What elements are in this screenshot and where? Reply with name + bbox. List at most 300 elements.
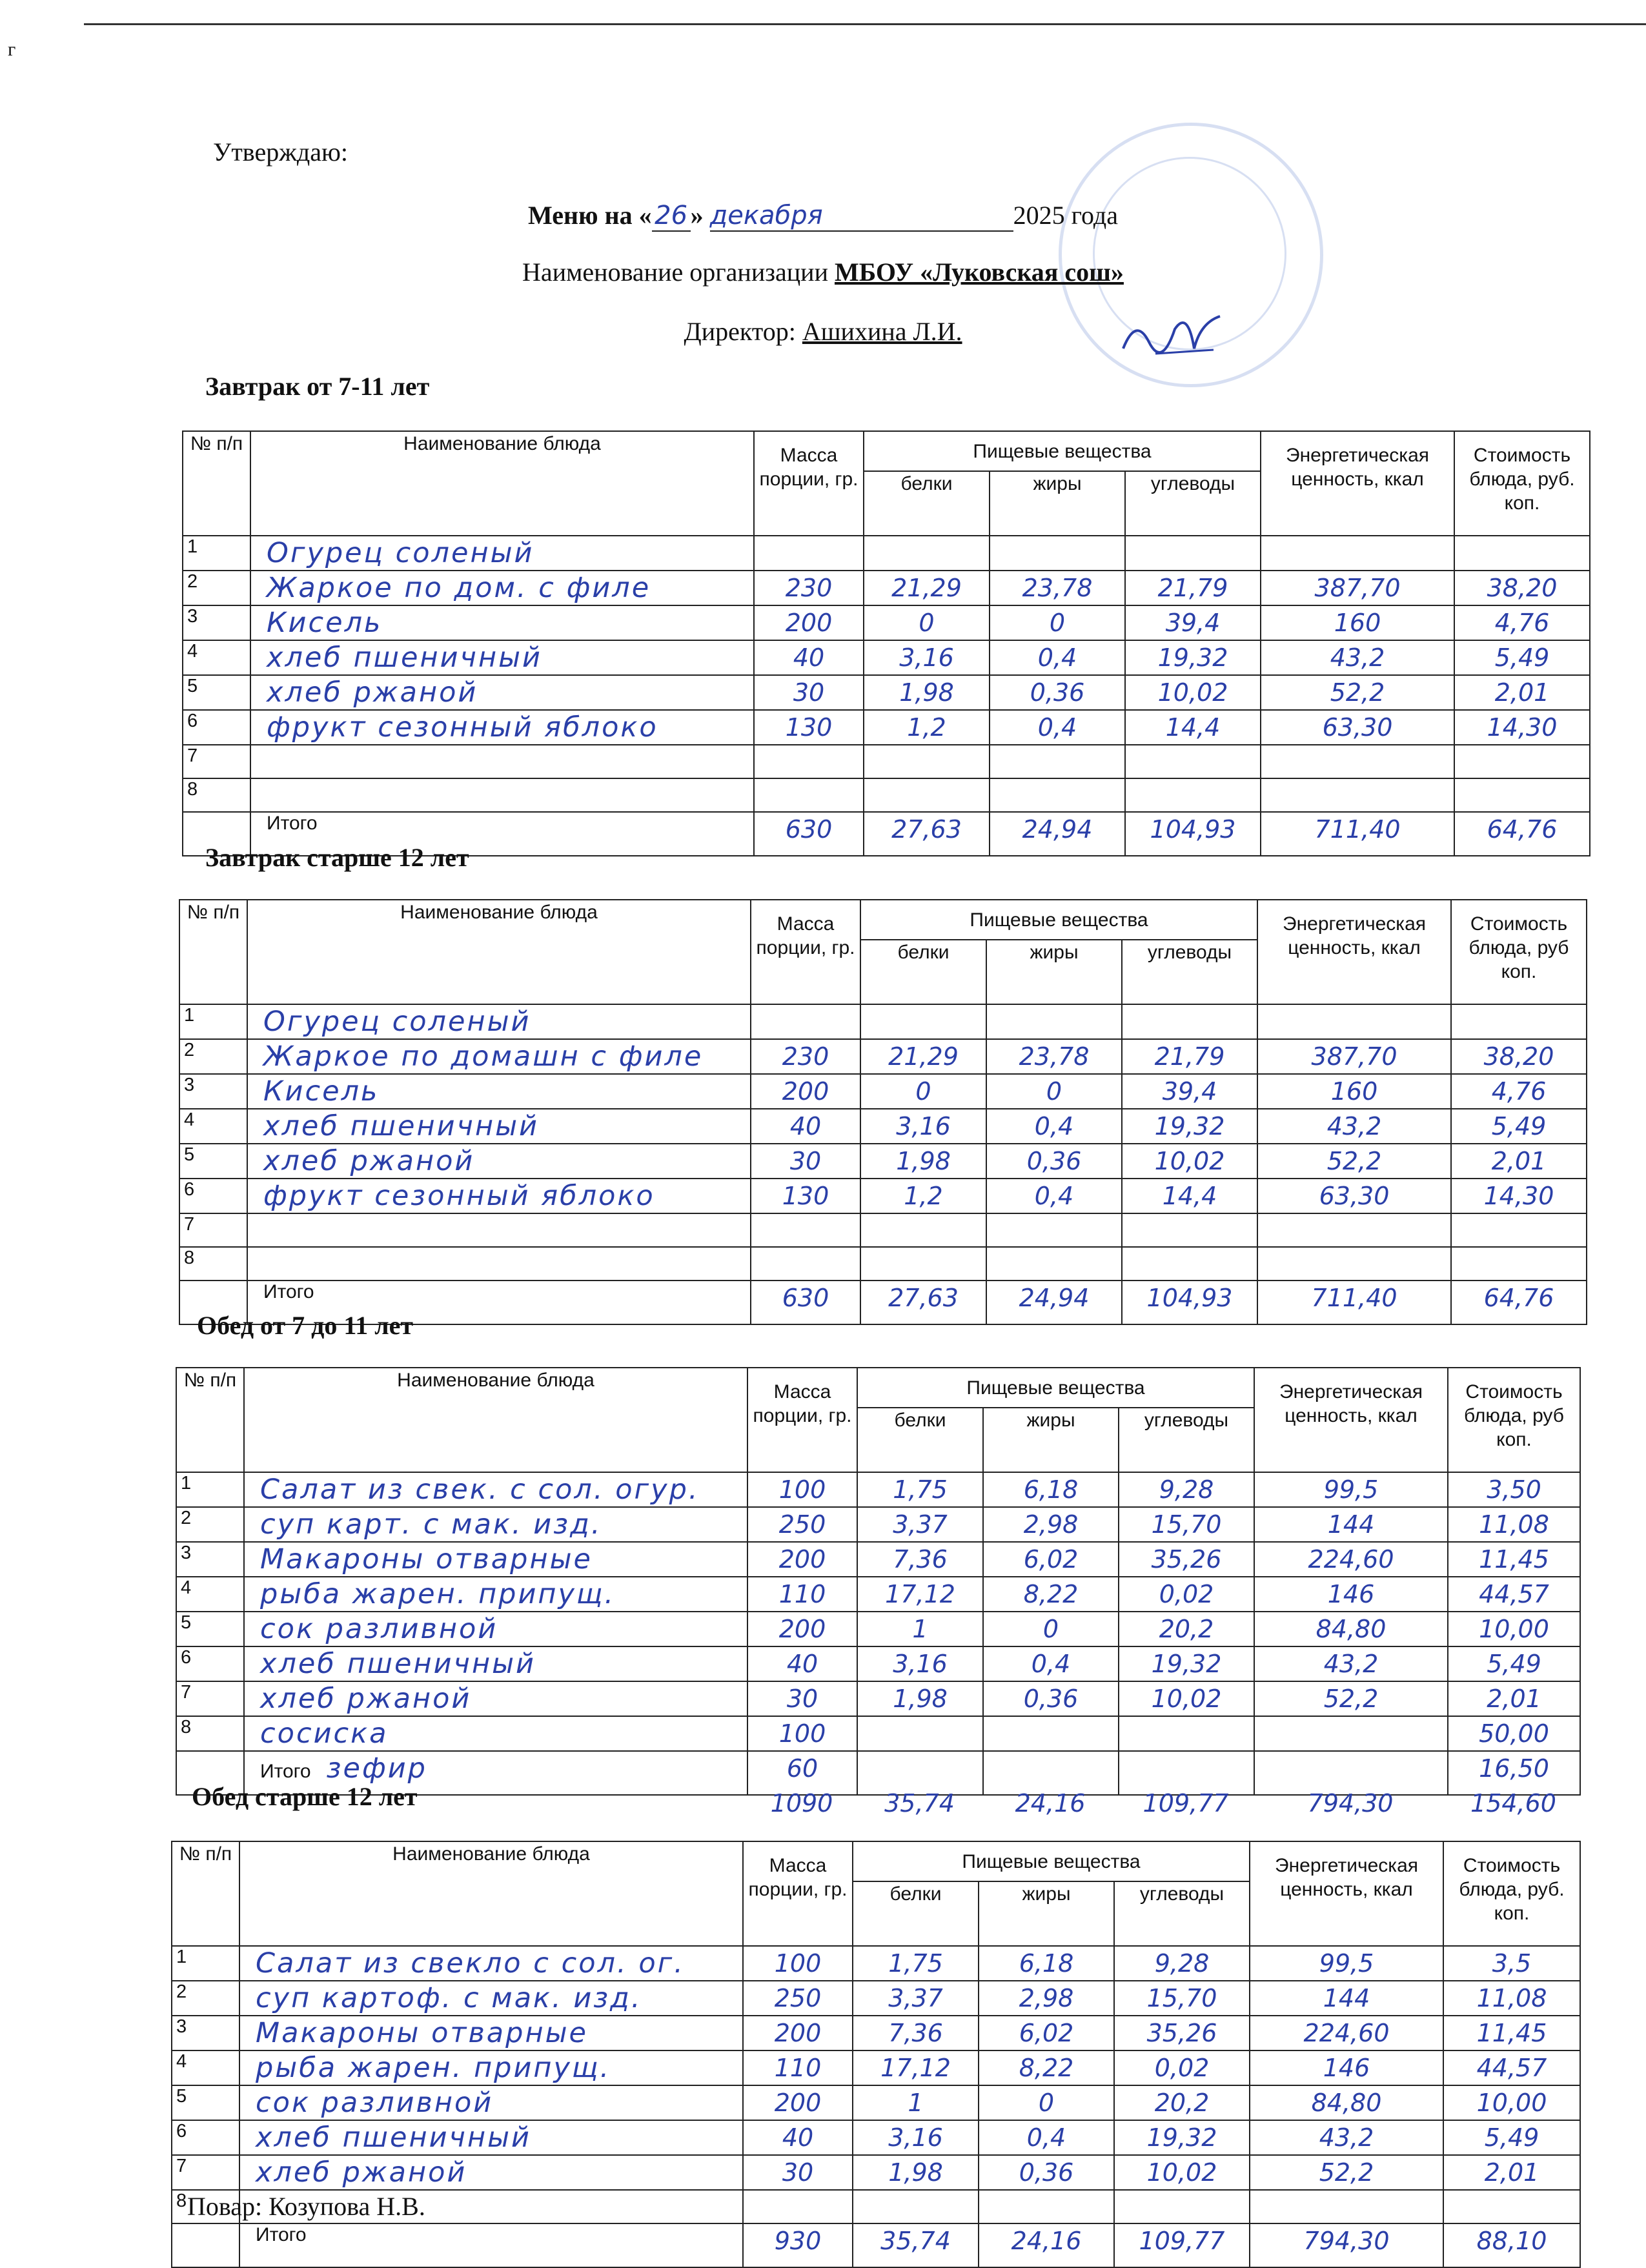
grand-total-protein: 35,74 — [884, 1789, 955, 1817]
carbs-value: 19,32 — [1122, 1109, 1257, 1144]
cost-value: 2,01 — [1443, 2155, 1580, 2190]
portion-mass: 250 — [743, 1981, 853, 2016]
protein-value: 1,98 — [857, 1681, 983, 1716]
header-nutrients: Пищевые вещества — [853, 1841, 1250, 1881]
protein-value: 1,75 — [857, 1472, 983, 1507]
cost-value — [1454, 745, 1590, 778]
dish-name: Огурец соленый — [247, 1004, 751, 1039]
energy-value — [1257, 1247, 1451, 1281]
portion-mass — [743, 2190, 853, 2223]
protein-value — [860, 1004, 986, 1039]
carbs-value: 15,70 — [1119, 1507, 1254, 1542]
dish-name: хлеб пшеничный — [247, 1109, 751, 1144]
row-number: 5 — [176, 1612, 244, 1646]
carbs-value: 19,32 — [1119, 1646, 1254, 1681]
carbs-value: 10,02 — [1122, 1144, 1257, 1179]
carbs-value — [1125, 536, 1261, 571]
grand-total-fat: 24,16 — [1015, 1789, 1086, 1817]
fat-value: 0,36 — [979, 2155, 1114, 2190]
protein-value: 3,16 — [860, 1109, 986, 1144]
dish-name — [247, 1247, 751, 1281]
carbs-value: 10,02 — [1125, 675, 1261, 710]
table-header-row — [172, 1841, 1580, 1881]
fat-value — [990, 536, 1125, 571]
fat-value: 8,22 — [983, 1577, 1119, 1612]
header-mass: Масса порции, гр. — [747, 1368, 857, 1472]
header-num: № п/п — [179, 900, 247, 1004]
menu-day: 26 — [652, 201, 691, 232]
header-num: № п/п — [176, 1368, 244, 1472]
director-label: Директор: — [684, 317, 796, 346]
energy-value — [1257, 1213, 1451, 1247]
header-mass: Масса порции, гр. — [754, 431, 864, 536]
cost-value: 11,45 — [1443, 2016, 1580, 2050]
protein-value: 17,12 — [853, 2050, 979, 2085]
fat-value: 0,4 — [986, 1109, 1122, 1144]
energy-value: 387,70 — [1257, 1039, 1451, 1074]
carbs-value: 21,79 — [1125, 571, 1261, 605]
portion-mass: 200 — [751, 1074, 860, 1109]
total-mass: 630 — [754, 812, 864, 856]
dish-name: Жаркое по дом. с филе — [250, 571, 754, 605]
portion-mass: 40 — [747, 1646, 857, 1681]
total-energy: 711,40 — [1257, 1281, 1451, 1324]
table-row — [176, 1612, 1580, 1646]
header-protein: белки — [853, 1881, 979, 1946]
carbs-value: 9,28 — [1119, 1472, 1254, 1507]
energy-value — [1254, 1716, 1448, 1751]
row-number: 3 — [172, 2016, 239, 2050]
protein-value: 1 — [857, 1612, 983, 1646]
menu-table — [179, 899, 1587, 1325]
row-number: 6 — [172, 2120, 239, 2155]
table-row — [179, 1004, 1587, 1039]
row-number: 2 — [179, 1039, 247, 1074]
table-row — [176, 1646, 1580, 1681]
protein-value — [857, 1716, 983, 1751]
total-label: Итого — [263, 1281, 314, 1302]
total-mass: 930 — [743, 2223, 853, 2267]
carbs-value: 10,02 — [1114, 2155, 1250, 2190]
fat-value: 0,4 — [979, 2120, 1114, 2155]
total-cost: 16,50 — [1448, 1751, 1580, 1795]
portion-mass: 200 — [754, 605, 864, 640]
energy-value: 52,2 — [1261, 675, 1454, 710]
table-row — [172, 2050, 1580, 2085]
fat-value: 0,36 — [986, 1144, 1122, 1179]
energy-value: 144 — [1254, 1507, 1448, 1542]
cost-value: 11,08 — [1448, 1507, 1580, 1542]
protein-value: 1 — [853, 2085, 979, 2120]
cost-value: 4,76 — [1451, 1074, 1587, 1109]
protein-value — [864, 745, 990, 778]
cost-value — [1454, 536, 1590, 571]
portion-mass — [751, 1247, 860, 1281]
row-number: 8 — [183, 778, 250, 812]
portion-mass — [754, 778, 864, 812]
dish-name: суп карт. с мак. изд. — [244, 1507, 747, 1542]
protein-value: 1,75 — [853, 1946, 979, 1981]
protein-value: 21,29 — [864, 571, 990, 605]
menu-mid: » — [690, 201, 710, 230]
table-row — [172, 1946, 1580, 1981]
fat-value — [979, 2190, 1114, 2223]
table-row — [176, 1472, 1580, 1507]
dish-name: рыба жарен. припущ. — [244, 1577, 747, 1612]
header-energy: Энергетическая ценность, ккал — [1257, 900, 1451, 1004]
row-number: 7 — [176, 1681, 244, 1716]
total-spacer — [172, 2223, 239, 2267]
carbs-value: 19,32 — [1125, 640, 1261, 675]
portion-mass: 130 — [751, 1179, 860, 1213]
table-row — [179, 1074, 1587, 1109]
header-dish: Наименование блюда — [244, 1368, 747, 1472]
fat-value: 0,4 — [986, 1179, 1122, 1213]
cost-value — [1451, 1213, 1587, 1247]
table-row — [176, 1507, 1580, 1542]
row-number: 3 — [183, 605, 250, 640]
cost-value: 5,49 — [1448, 1646, 1580, 1681]
menu-prefix: Меню на « — [527, 201, 652, 230]
menu-table — [182, 430, 1590, 856]
cost-value: 5,49 — [1451, 1109, 1587, 1144]
row-number: 3 — [179, 1074, 247, 1109]
menu-year: 2025 года — [1013, 201, 1118, 230]
header-mass: Масса порции, гр. — [751, 900, 860, 1004]
header-dish: Наименование блюда — [250, 431, 754, 536]
row-number: 1 — [183, 536, 250, 571]
dish-name — [250, 778, 754, 812]
protein-value: 3,16 — [853, 2120, 979, 2155]
cook-line — [187, 2191, 425, 2222]
total-energy: 711,40 — [1261, 812, 1454, 856]
header-fat: жиры — [986, 940, 1122, 1004]
dish-name: Огурец соленый — [250, 536, 754, 571]
table-row — [179, 1247, 1587, 1281]
org-name: МБОУ «Луковская сош» — [835, 258, 1124, 287]
energy-value: 52,2 — [1254, 1681, 1448, 1716]
protein-value — [860, 1247, 986, 1281]
carbs-value: 39,4 — [1125, 605, 1261, 640]
cost-value: 11,08 — [1443, 1981, 1580, 2016]
portion-mass: 30 — [754, 675, 864, 710]
total-cost: 64,76 — [1451, 1281, 1587, 1324]
fat-value — [990, 745, 1125, 778]
header-energy: Энергетическая ценность, ккал — [1254, 1368, 1448, 1472]
energy-value — [1250, 2190, 1443, 2223]
row-number: 1 — [179, 1004, 247, 1039]
cost-value — [1451, 1247, 1587, 1281]
dish-name: Кисель — [250, 605, 754, 640]
protein-value: 21,29 — [860, 1039, 986, 1074]
table-header-row — [183, 431, 1590, 471]
carbs-value: 0,02 — [1119, 1577, 1254, 1612]
cook-label: Повар: — [187, 2192, 263, 2221]
carbs-value: 21,79 — [1122, 1039, 1257, 1074]
fat-value: 0,36 — [990, 675, 1125, 710]
dish-name: хлеб ржаной — [244, 1681, 747, 1716]
total-mass: 60 — [747, 1751, 857, 1795]
protein-value: 1,98 — [860, 1144, 986, 1179]
table-row — [179, 1213, 1587, 1247]
row-number: 7 — [183, 745, 250, 778]
portion-mass: 30 — [751, 1144, 860, 1179]
row-number: 5 — [179, 1144, 247, 1179]
cook-name: Козупова Н.В. — [269, 2192, 425, 2221]
fat-value: 0,4 — [990, 640, 1125, 675]
portion-mass — [754, 745, 864, 778]
dish-name: Кисель — [247, 1074, 751, 1109]
table-row — [176, 1577, 1580, 1612]
dish-name: хлеб пшеничный — [250, 640, 754, 675]
energy-value: 52,2 — [1257, 1144, 1451, 1179]
portion-mass: 100 — [747, 1472, 857, 1507]
header-carbs: углеводы — [1122, 940, 1257, 1004]
table-row — [176, 1681, 1580, 1716]
fat-value: 6,02 — [979, 2016, 1114, 2050]
carbs-value: 10,02 — [1119, 1681, 1254, 1716]
fat-value: 23,78 — [990, 571, 1125, 605]
director-name: Ашихина Л.И. — [802, 317, 962, 346]
total-extra-dish: зефир — [326, 1752, 427, 1785]
portion-mass: 110 — [747, 1577, 857, 1612]
corner-mark: г — [8, 39, 16, 60]
row-number: 8 — [179, 1247, 247, 1281]
fat-value: 6,18 — [979, 1946, 1114, 1981]
organization-line — [0, 257, 1646, 287]
table-header-row — [176, 1368, 1580, 1408]
menu-title — [0, 200, 1646, 232]
fat-value: 0 — [990, 605, 1125, 640]
carbs-value: 9,28 — [1114, 1946, 1250, 1981]
table-row — [183, 640, 1590, 675]
energy-value: 63,30 — [1257, 1179, 1451, 1213]
row-number: 6 — [179, 1179, 247, 1213]
protein-value: 0 — [864, 605, 990, 640]
energy-value: 160 — [1261, 605, 1454, 640]
energy-value: 144 — [1250, 1981, 1443, 2016]
energy-value: 84,80 — [1250, 2085, 1443, 2120]
section-title: Обед от 7 до 11 лет — [197, 1311, 414, 1340]
row-number: 1 — [172, 1946, 239, 1981]
dish-name: суп картоф. с мак. изд. — [239, 1981, 743, 2016]
row-number: 2 — [172, 1981, 239, 2016]
cost-value: 38,20 — [1454, 571, 1590, 605]
header-carbs: углеводы — [1119, 1408, 1254, 1472]
table-row — [183, 605, 1590, 640]
header-num: № п/п — [172, 1841, 239, 1946]
portion-mass: 230 — [751, 1039, 860, 1074]
protein-value: 0 — [860, 1074, 986, 1109]
table-row — [183, 536, 1590, 571]
header-cost: Стоимость блюда, руб коп. — [1451, 900, 1587, 1004]
fat-value: 0,4 — [983, 1646, 1119, 1681]
row-number: 1 — [176, 1472, 244, 1507]
energy-value: 52,2 — [1250, 2155, 1443, 2190]
grand-total-energy: 794,30 — [1307, 1789, 1394, 1817]
row-number: 4 — [176, 1577, 244, 1612]
cost-value: 50,00 — [1448, 1716, 1580, 1751]
portion-mass: 110 — [743, 2050, 853, 2085]
row-number: 8 — [176, 1716, 244, 1751]
header-protein: белки — [860, 940, 986, 1004]
portion-mass: 100 — [747, 1716, 857, 1751]
row-number: 7 — [179, 1213, 247, 1247]
cost-value: 11,45 — [1448, 1542, 1580, 1577]
header-nutrients: Пищевые вещества — [864, 431, 1261, 471]
carbs-value: 0,02 — [1114, 2050, 1250, 2085]
protein-value — [860, 1213, 986, 1247]
total-cost: 64,76 — [1454, 812, 1590, 856]
fat-value: 0 — [983, 1612, 1119, 1646]
header-mass: Масса порции, гр. — [743, 1841, 853, 1946]
fat-value: 2,98 — [983, 1507, 1119, 1542]
cost-value — [1451, 1004, 1587, 1039]
carbs-value: 15,70 — [1114, 1981, 1250, 2016]
carbs-value — [1122, 1213, 1257, 1247]
table-row — [183, 571, 1590, 605]
total-fat: 24,94 — [990, 812, 1125, 856]
row-number: 6 — [176, 1646, 244, 1681]
carbs-value: 14,4 — [1122, 1179, 1257, 1213]
cost-value: 44,57 — [1448, 1577, 1580, 1612]
approve-label: Утверждаю: — [213, 137, 348, 167]
energy-value: 43,2 — [1254, 1646, 1448, 1681]
cost-value: 44,57 — [1443, 2050, 1580, 2085]
row-number: 3 — [176, 1542, 244, 1577]
energy-value: 146 — [1254, 1577, 1448, 1612]
header-energy: Энергетическая ценность, ккал — [1250, 1841, 1443, 1946]
total-carbs: 104,93 — [1125, 812, 1261, 856]
energy-value: 99,5 — [1254, 1472, 1448, 1507]
fat-value — [986, 1004, 1122, 1039]
energy-value: 84,80 — [1254, 1612, 1448, 1646]
row-number: 4 — [172, 2050, 239, 2085]
cost-value: 5,49 — [1443, 2120, 1580, 2155]
protein-value: 3,16 — [864, 640, 990, 675]
section-title: Обед старше 12 лет — [192, 1782, 418, 1811]
table-row — [183, 745, 1590, 778]
protein-value: 1,98 — [853, 2155, 979, 2190]
cost-value: 2,01 — [1451, 1144, 1587, 1179]
fat-value: 6,18 — [983, 1472, 1119, 1507]
table-row — [183, 675, 1590, 710]
cost-value — [1443, 2190, 1580, 2223]
dish-name: Макароны отварные — [244, 1542, 747, 1577]
energy-value: 43,2 — [1257, 1109, 1451, 1144]
dish-name: фрукт сезонный яблоко — [250, 710, 754, 745]
total-carbs: 104,93 — [1122, 1281, 1257, 1324]
portion-mass: 40 — [754, 640, 864, 675]
fat-value: 0 — [979, 2085, 1114, 2120]
dish-name: Салат из свек. с сол. огур. — [244, 1472, 747, 1507]
header-carbs: углеводы — [1114, 1881, 1250, 1946]
portion-mass: 200 — [747, 1612, 857, 1646]
menu-table — [176, 1367, 1581, 1796]
header-dish: Наименование блюда — [247, 900, 751, 1004]
dish-name — [250, 745, 754, 778]
carbs-value — [1122, 1247, 1257, 1281]
dish-name: Салат из свекло с сол. ог. — [239, 1946, 743, 1981]
carbs-value: 14,4 — [1125, 710, 1261, 745]
energy-value: 99,5 — [1250, 1946, 1443, 1981]
energy-value: 63,30 — [1261, 710, 1454, 745]
dish-name: сосиска — [244, 1716, 747, 1751]
dish-name: сок разливной — [239, 2085, 743, 2120]
header-fat: жиры — [990, 471, 1125, 536]
header-cost: Стоимость блюда, руб коп. — [1448, 1368, 1580, 1472]
fat-value: 0,4 — [990, 710, 1125, 745]
fat-value: 0 — [986, 1074, 1122, 1109]
cost-value: 14,30 — [1451, 1179, 1587, 1213]
header-nutrients: Пищевые вещества — [857, 1368, 1254, 1408]
total-mass: 630 — [751, 1281, 860, 1324]
total-protein: 27,63 — [864, 812, 990, 856]
dish-name — [247, 1213, 751, 1247]
carbs-value: 20,2 — [1114, 2085, 1250, 2120]
carbs-value: 39,4 — [1122, 1074, 1257, 1109]
row-number: 2 — [183, 571, 250, 605]
total-label-cell — [239, 2223, 743, 2267]
portion-mass: 200 — [743, 2016, 853, 2050]
header-protein: белки — [857, 1408, 983, 1472]
cost-value: 5,49 — [1454, 640, 1590, 675]
portion-mass — [754, 536, 864, 571]
energy-value: 387,70 — [1261, 571, 1454, 605]
cost-value — [1454, 778, 1590, 812]
carbs-value: 19,32 — [1114, 2120, 1250, 2155]
row-number: 5 — [172, 2085, 239, 2120]
protein-value: 17,12 — [857, 1577, 983, 1612]
dish-name: хлеб ржаной — [239, 2155, 743, 2190]
total-label: Итого — [260, 1761, 311, 1782]
carbs-value — [1125, 778, 1261, 812]
dish-name: хлеб ржаной — [247, 1144, 751, 1179]
header-protein: белки — [864, 471, 990, 536]
portion-mass: 40 — [743, 2120, 853, 2155]
energy-value — [1261, 745, 1454, 778]
header-fat: жиры — [979, 1881, 1114, 1946]
row-number: 8 — [172, 2190, 239, 2223]
table-row — [176, 1716, 1580, 1751]
table-row — [176, 1542, 1580, 1577]
dish-name: хлеб ржаной — [250, 675, 754, 710]
energy-value: 224,60 — [1254, 1542, 1448, 1577]
table-row — [179, 1039, 1587, 1074]
portion-mass: 40 — [751, 1109, 860, 1144]
protein-value — [864, 536, 990, 571]
dish-name: Макароны отварные — [239, 2016, 743, 2050]
fat-value — [986, 1247, 1122, 1281]
carbs-value: 20,2 — [1119, 1612, 1254, 1646]
cost-value: 3,50 — [1448, 1472, 1580, 1507]
protein-value: 7,36 — [857, 1542, 983, 1577]
table-row — [172, 2120, 1580, 2155]
energy-value: 224,60 — [1250, 2016, 1443, 2050]
protein-value: 3,37 — [857, 1507, 983, 1542]
protein-value: 3,16 — [857, 1646, 983, 1681]
table-row — [183, 778, 1590, 812]
menu-month: декабря — [710, 201, 1013, 232]
portion-mass — [751, 1213, 860, 1247]
carbs-value — [1125, 745, 1261, 778]
portion-mass — [751, 1004, 860, 1039]
dish-name: фрукт сезонный яблоко — [247, 1179, 751, 1213]
row-number: 2 — [176, 1507, 244, 1542]
org-label: Наименование организации — [522, 258, 828, 287]
cost-value: 10,00 — [1448, 1612, 1580, 1646]
cost-value: 2,01 — [1454, 675, 1590, 710]
